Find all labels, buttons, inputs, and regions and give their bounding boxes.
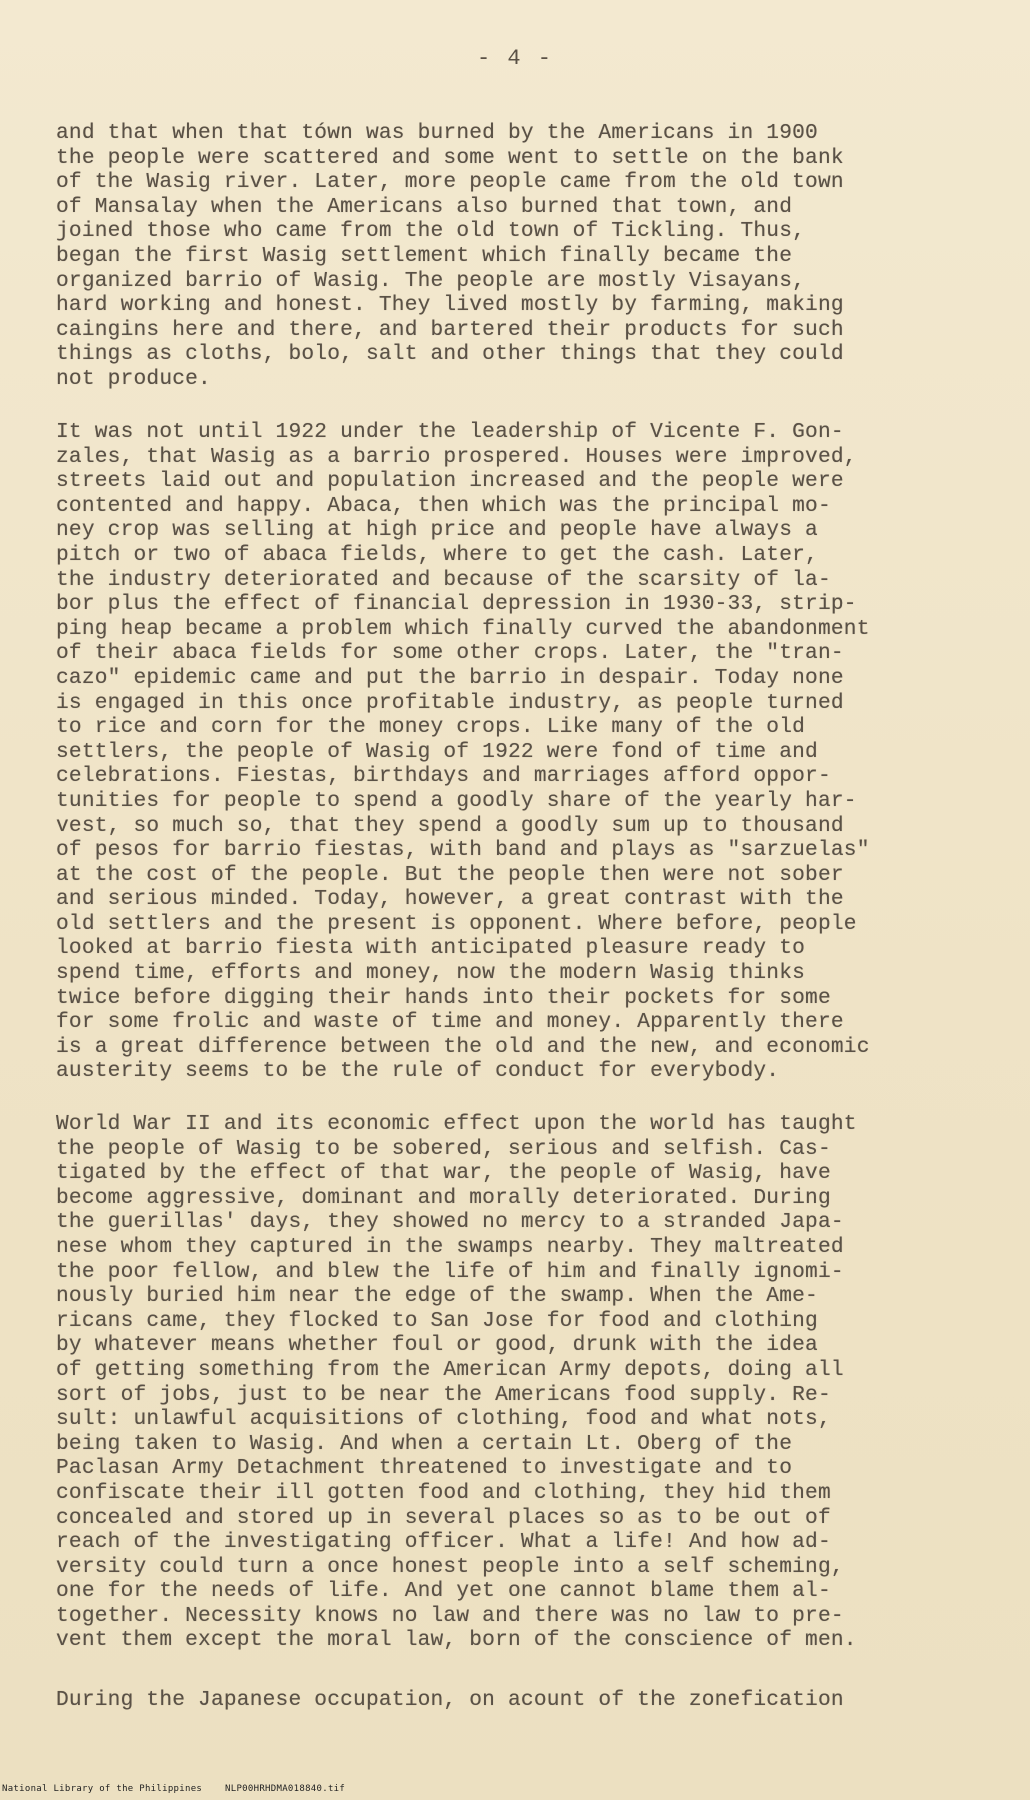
- text-line: pitch or two of abaca fields, where to get the cash. Later,: [56, 542, 818, 567]
- text-line: one for the needs of life. And yet one cannot blame them al-: [56, 1579, 831, 1604]
- text-line: organized barrio of Wasig. The people are mostly Visayans,: [56, 268, 806, 293]
- text-line: the poor fellow, and blew the life of him and finally ignomi-: [56, 1259, 844, 1284]
- archive-footer: National Library of the Philippines NLP00HRHDMA018840.tif: [2, 1784, 346, 1794]
- text-line: During the Japanese occupation, on acount of the zonefication: [56, 1688, 844, 1712]
- text-line: reach of the investigating officer. What a life! And how ad-: [56, 1530, 831, 1555]
- text-line: the people were scattered and some went to settle on the bank: [56, 145, 844, 170]
- paragraph-2: [56, 420, 1016, 1084]
- text-line: is engaged in this once profitable industry, as people turned: [56, 690, 844, 715]
- text-line: concealed and stored up in several places so as to be out of: [56, 1505, 831, 1530]
- text-line: World War II and its economic effect upon the world has taught: [56, 1112, 857, 1136]
- text-line: It was not until 1922 under the leadership of Vicente F. Gon-: [56, 420, 844, 444]
- text-line: cazo" epidemic came and put the barrio in despair. Today none: [56, 665, 844, 690]
- text-line: and serious minded. Today, however, a great contrast with the: [56, 887, 844, 912]
- text-line: of the Wasig river. Later, more people came from the old town: [56, 170, 844, 195]
- text-line: celebrations. Fiestas, birthdays and marriages afford oppor-: [56, 764, 831, 789]
- paragraph-3: [56, 1112, 1016, 1653]
- text-line: of pesos for barrio fiestas, with band and plays as "sarzuelas": [56, 838, 870, 863]
- text-line: zales, that Wasig as a barrio prospered. Houses were improved,: [56, 444, 857, 469]
- text-line: for some frolic and waste of time and money. Apparently there: [56, 1010, 844, 1035]
- text-line: the people of Wasig to be sobered, serious and selfish. Cas-: [56, 1136, 831, 1161]
- text-line: together. Necessity knows no law and there was no law to pre-: [56, 1603, 844, 1628]
- text-line: ricans came, they flocked to San Jose for food and clothing: [56, 1308, 818, 1333]
- text-line: is a great difference between the old and the new, and economic: [56, 1034, 870, 1059]
- text-line: austerity seems to be the rule of conduct for everybody.: [56, 1059, 780, 1084]
- text-line: not produce.: [56, 366, 211, 391]
- text-line: looked at barrio fiesta with anticipated pleasure ready to: [56, 936, 806, 961]
- text-line: to rice and corn for the money crops. Like many of the old: [56, 715, 806, 740]
- text-line: by whatever means whether foul or good, drunk with the idea: [56, 1333, 818, 1358]
- text-line: vent them except the moral law, born of the conscience of men.: [56, 1628, 857, 1653]
- text-line: become aggressive, dominant and morally deteriorated. During: [56, 1185, 831, 1210]
- text-line: of their abaca fields for some other crops. Later, the "tran-: [56, 641, 844, 666]
- text-line: bor plus the effect of financial depression in 1930-33, strip-: [56, 592, 857, 617]
- text-line: ping heap became a problem which finally curved the abandonment: [56, 616, 870, 641]
- text-line: Paclasan Army Detachment threatened to investigate and to: [56, 1456, 793, 1481]
- text-line: of Mansalay when the Americans also burned that town, and: [56, 194, 793, 219]
- text-line: nese whom they captured in the swamps nearby. They maltreated: [56, 1234, 844, 1259]
- text-line: began the first Wasig settlement which finally became the: [56, 243, 793, 268]
- text-line: at the cost of the people. But the people then were not sober: [56, 862, 844, 887]
- text-line: twice before digging their hands into their pockets for some: [56, 985, 831, 1010]
- text-line: joined those who came from the old town of Tickling. Thus,: [56, 219, 806, 244]
- text-line: tigated by the effect of that war, the people of Wasig, have: [56, 1161, 831, 1186]
- text-line: and that when that tówn was burned by the Americans in 1900: [56, 121, 818, 145]
- page-number: - 4 -: [476, 46, 553, 71]
- text-line: tunities for people to spend a goodly share of the yearly har-: [56, 788, 857, 813]
- text-line: versity could turn a once honest people into a self scheming,: [56, 1554, 844, 1579]
- text-line: streets laid out and population increased and the people were: [56, 469, 844, 494]
- text-line: ney crop was selling at high price and people have always a: [56, 518, 818, 543]
- text-line: hard working and honest. They lived mostly by farming, making: [56, 293, 844, 318]
- text-line: the guerillas' days, they showed no mercy to a stranded Japa-: [56, 1210, 844, 1235]
- text-line: vest, so much so, that they spend a goodly sum up to thousand: [56, 813, 844, 838]
- text-line: confiscate their ill gotten food and clothing, they hid them: [56, 1480, 831, 1505]
- text-line: of getting something from the American Army depots, doing all: [56, 1357, 844, 1382]
- text-line: sort of jobs, just to be near the Americans food supply. Re-: [56, 1382, 831, 1407]
- text-line: settlers, the people of Wasig of 1922 were fond of time and: [56, 739, 818, 764]
- text-line: being taken to Wasig. And when a certain Lt. Oberg of the: [56, 1431, 793, 1456]
- text-line: nously buried him near the edge of the swamp. When the Ame-: [56, 1284, 818, 1309]
- paragraph-4: [56, 1688, 1016, 1713]
- text-line: old settlers and the present is opponent. Where before, people: [56, 911, 857, 936]
- text-line: the industry deteriorated and because of the scarsity of la-: [56, 567, 831, 592]
- paragraph-1: [56, 121, 1016, 392]
- text-line: contented and happy. Abaca, then which was the principal mo-: [56, 493, 831, 518]
- text-line: things as cloths, bolo, salt and other things that they could: [56, 342, 844, 367]
- text-line: sult: unlawful acquisitions of clothing, food and what nots,: [56, 1407, 831, 1432]
- text-line: caingins here and there, and bartered their products for such: [56, 317, 844, 342]
- text-line: spend time, efforts and money, now the modern Wasig thinks: [56, 961, 806, 986]
